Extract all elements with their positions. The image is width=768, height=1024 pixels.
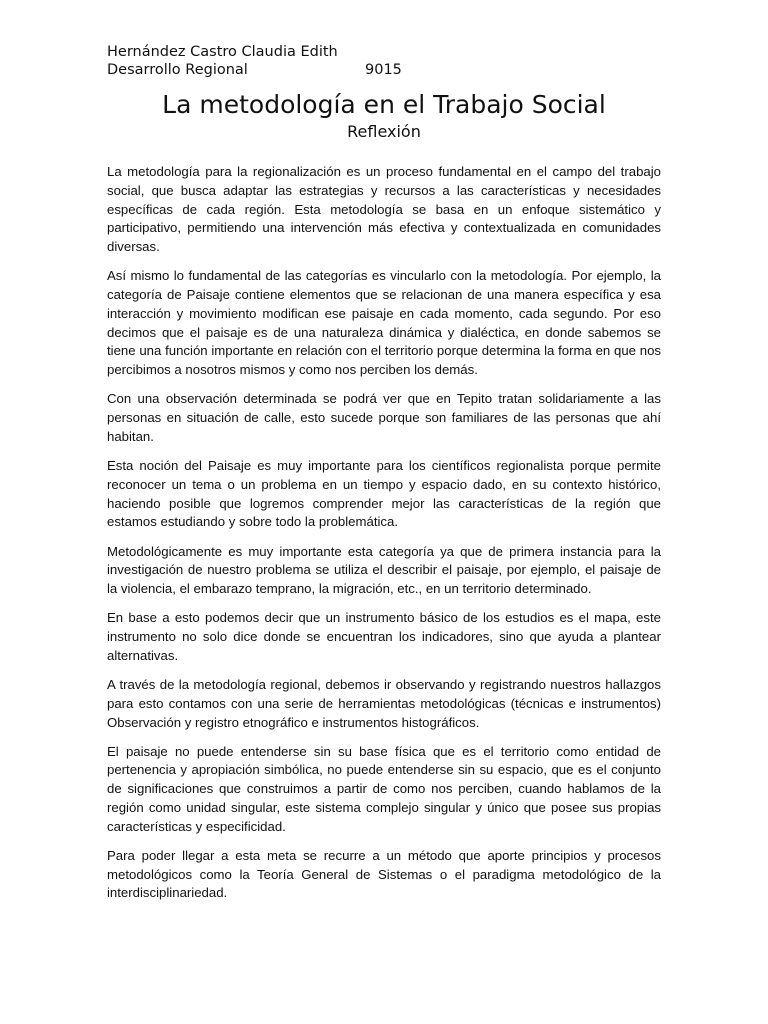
paragraph: Para poder llegar a esta meta se recurre a un método que aporte principios y procesos metodológicos como la Teoría General de Sistemas o el paradigma metodológico de la interdisciplinariedad.: [107, 847, 661, 901]
author-name: Hernández Castro Claudia Edith: [107, 44, 338, 60]
author-line: [107, 43, 402, 61]
paragraph: Esta noción del Paisaje es muy importante para los científicos regionalista porque permite reconocer un tema o un problema en un tiempo y espacio dado, en su contexto histórico, haciendo posible que logremos comprender mejor las características de la región que estamos estudiando y sobre todo la problemática.: [107, 458, 661, 530]
subject-line: [107, 61, 402, 79]
document-title: La metodología en el Trabajo Social: [162, 90, 606, 119]
document-subtitle: Reflexión: [347, 122, 421, 141]
subject-code: 9015: [365, 62, 402, 78]
subject-name: Desarrollo Regional: [107, 62, 248, 78]
paragraph: Metodológicamente es muy importante esta categoría ya que de primera instancia para la investigación de nuestro problema se utiliza el describir el paisaje, por ejemplo, el paisaje de la violencia, el embarazo temprano, la migración, etc., en un territorio determinado.: [107, 543, 661, 597]
paragraph: En base a esto podemos decir que un instrumento básico de los estudios es el mapa, este instrumento no solo dice donde se encuentran los indicadores, sino que ayuda a plantear alternativas.: [107, 610, 661, 663]
paragraph: El paisaje no puede entenderse sin su base física que es el territorio como entidad de pertenencia y apropiación simbólica, no puede entenderse sin su espacio, que es el conjunto de significaciones que construimos a partir de como nos perciben, cuando hablamos de la región como unidad singular, este sistema complejo singular y único que posee sus propias características y especificidad.: [107, 743, 661, 834]
document-header: [107, 43, 402, 79]
paragraph: Así mismo lo fundamental de las categorías es vincularlo con la metodología. Por ejemplo, la categoría de Paisaje contiene elementos que se relacionan de una manera específica y esa interacción y movimiento modifican ese paisaje en cada momento, cada segundo. Por eso decimos que el paisaje es de una naturaleza dinámica y dialéctica, en donde sabemos se tiene una función importante en relación con el territorio porque determina la forma en que nos percibimos a nosotros mismos y como nos perciben los demás.: [107, 268, 661, 378]
paragraph: La metodología para la regionalización es un proceso fundamental en el campo del trabajo social, que busca adaptar las estrategias y recursos a las características y necesidades específicas de cada región. Esta metodología se basa en un enfoque sistemático y participativo, permitiendo una intervención más efectiva y contextualizada en comunidades diversas.: [107, 164, 661, 255]
paragraph: A través de la metodología regional, debemos ir observando y registrando nuestros hallazgos para esto contamos con una serie de herramientas metodológicas (técnicas e instrumentos) Observación y registro etnográfico e instrumentos histográficos.: [107, 676, 661, 730]
document-body: [107, 163, 661, 914]
paragraph: Con una observación determinada se podrá ver que en Tepito tratan solidariamente a las personas en situación de calle, esto sucede porque son familiares de las personas que ahí habitan.: [107, 391, 661, 444]
